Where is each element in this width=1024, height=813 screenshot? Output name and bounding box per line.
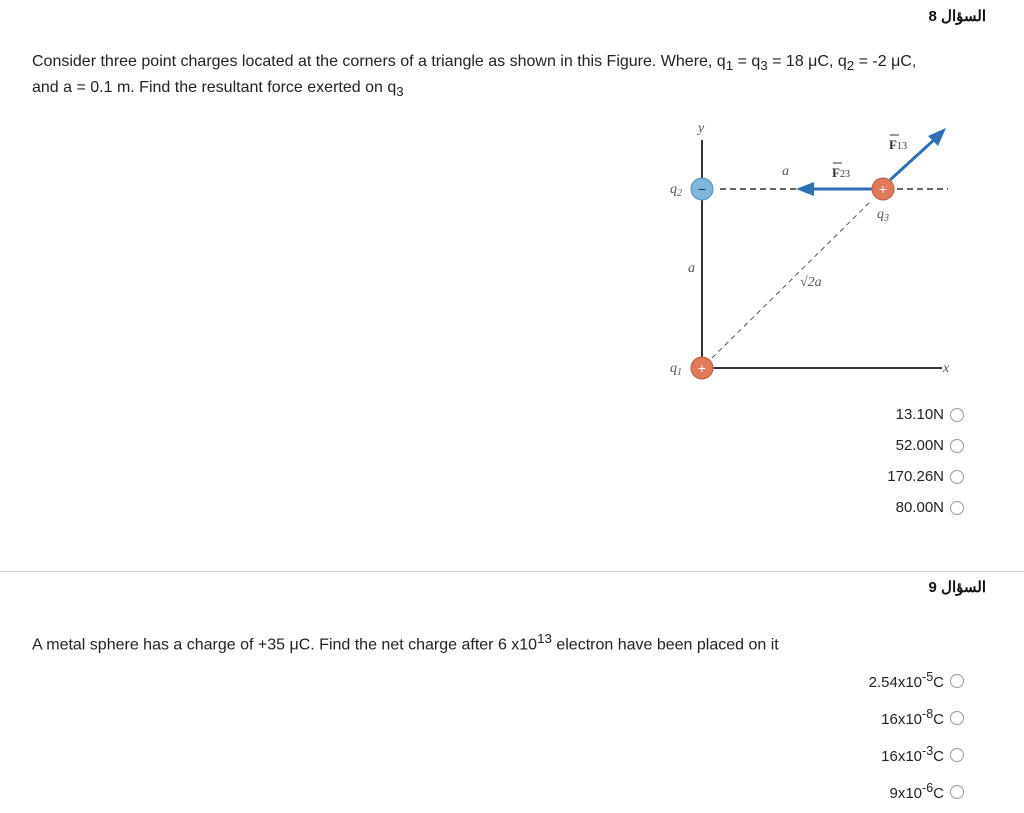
f23-arrow-head	[796, 182, 814, 196]
x-axis-label: x	[943, 361, 950, 376]
a-top-label: a	[782, 164, 789, 179]
q9-text-post: electron have been placed on it	[551, 636, 779, 654]
figure-svg	[660, 118, 960, 388]
question-divider	[0, 571, 1024, 572]
q9-option-1-label: $2.54x10^{-5}C$	[868, 670, 944, 691]
a-left-label: a	[688, 261, 695, 276]
q8-option-4-radio[interactable]	[950, 501, 964, 515]
q8-option-2-label: 52.00N	[895, 437, 944, 454]
question-8-options	[887, 399, 964, 523]
q8-option-1-radio[interactable]	[950, 408, 964, 422]
q1-plus-sign: +	[697, 360, 707, 376]
q9-option-4-radio[interactable]	[950, 785, 964, 799]
question-8-number: السؤال 8	[928, 8, 986, 25]
charges-triangle-figure	[660, 118, 960, 393]
q3-target-subscript: 3	[396, 84, 404, 100]
q8-line2: and a = 0.1 m. Find the resultant force exerted on q	[32, 79, 397, 97]
q8-option-4[interactable]	[887, 492, 964, 523]
q8-option-2[interactable]	[887, 430, 964, 461]
question-8-text	[32, 51, 992, 103]
q8-line1: Consider three point charges located at the corners of a triangle as shown in this Figure. Where, q	[32, 53, 726, 70]
q1-subscript: 1	[725, 58, 734, 74]
question-9-number: السؤال 9	[928, 579, 986, 596]
q9-option-3-radio[interactable]	[950, 748, 964, 762]
q8-option-2-radio[interactable]	[950, 439, 964, 453]
q9-text-pre: A metal sphere has a charge of +35 μC. Find the net charge after 6 x10	[32, 636, 538, 654]
q3-plus-sign: +	[878, 181, 888, 197]
q8-option-4-label: 80.00N	[895, 499, 944, 516]
q3-subscript: 3	[760, 58, 768, 74]
q9-option-2[interactable]	[869, 699, 964, 736]
minus-sign: −	[697, 181, 707, 197]
q8-option-1[interactable]	[887, 399, 964, 430]
q9-option-1-radio[interactable]	[950, 674, 964, 688]
y-axis-label: y	[698, 121, 705, 136]
diagonal-dashed-line	[712, 200, 872, 358]
f23-label: F23	[832, 165, 850, 180]
q8-option-3-label: 170.26N	[887, 468, 944, 485]
q8-option-3-radio[interactable]	[950, 470, 964, 484]
q9-exponent: 13	[537, 631, 552, 646]
q9-option-4-label: $9x10^{-6}C$	[889, 781, 944, 802]
q9-option-3-label: $16x10^{-3}C$	[881, 744, 944, 765]
q9-option-1[interactable]	[869, 662, 964, 699]
q9-option-4[interactable]	[869, 773, 964, 810]
q8-option-1-label: 13.10N	[895, 406, 944, 423]
q1-label: $q_1$	[670, 361, 682, 378]
q9-option-2-label: $16x10^{-8}C$	[881, 707, 944, 728]
q8-val1: = 18 μC, q	[767, 53, 847, 70]
q9-option-2-radio[interactable]	[950, 711, 964, 725]
q9-option-3[interactable]	[869, 736, 964, 773]
q2-subscript: 2	[846, 58, 855, 74]
q2-label: $q_2$	[670, 182, 682, 199]
q8-eq: = q	[733, 53, 761, 70]
question-9-options	[869, 662, 964, 810]
q8-option-3[interactable]	[887, 461, 964, 492]
f13-label: F13	[889, 137, 907, 152]
q3-label: $q_3$	[877, 207, 889, 224]
sqrt2a-label: √2a	[800, 275, 822, 290]
q8-val2: = -2 μC,	[854, 53, 917, 70]
question-9-text	[32, 628, 779, 656]
